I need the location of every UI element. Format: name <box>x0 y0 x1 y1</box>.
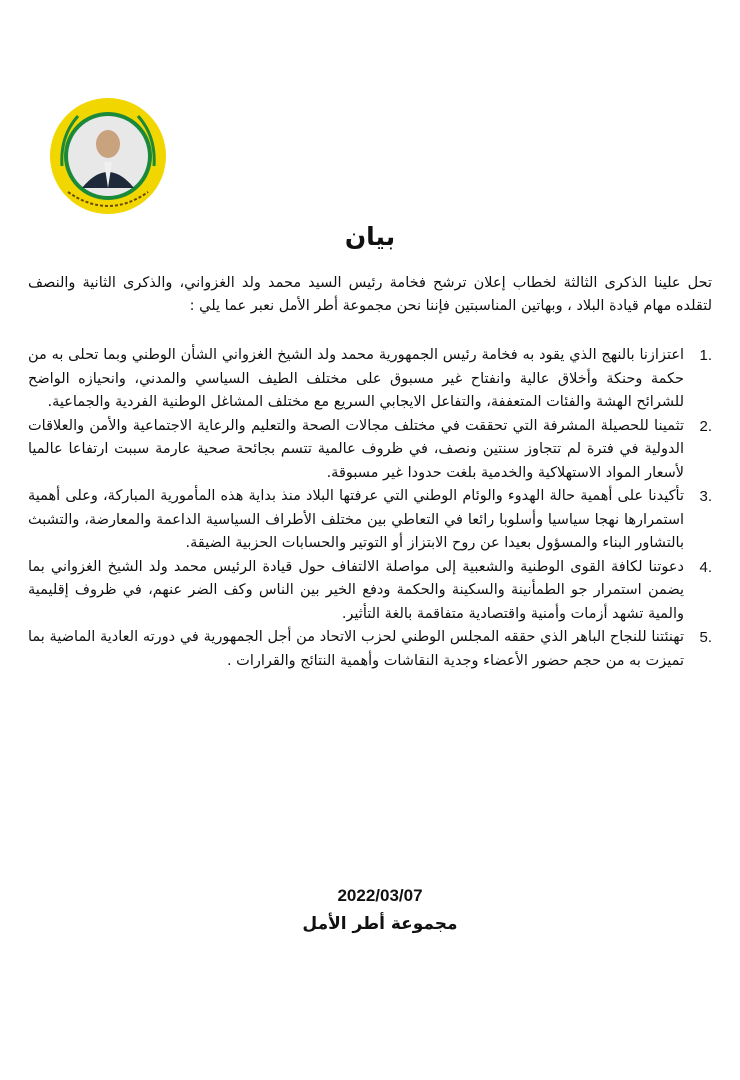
statement-list <box>28 344 712 673</box>
list-item <box>28 556 712 627</box>
item-text: دعوتنا لكافة القوى الوطنية والشعبية إلى مواصلة الالتفاف حول قيادة الرئيس محمد ولد الشيخ الغزواني بما يضمن استمرار جو الطمأنينة والسكينة والحكمة ودفع الخير بين الناس وكف الضر عنهم، في ظروف إقليمية والمية تشهد أزمات وأمنية واقتصادية متفاقمة بالغة التأثير. <box>28 558 684 622</box>
logo-emblem-icon <box>48 96 168 216</box>
statement-date: 2022/03/07 <box>337 886 423 905</box>
statement-title: بيان <box>344 222 396 251</box>
list-item <box>28 626 712 673</box>
signature: مجموعة أطر الأمل <box>302 914 458 934</box>
item-number: 5. <box>699 629 712 646</box>
list-item <box>28 485 712 556</box>
item-number: 2. <box>699 417 712 435</box>
item-number: 3. <box>699 488 712 505</box>
item-text: تهنئتنا للنجاح الباهر الذي حققه المجلس الوطني لحزب الاتحاد من أجل الجمهورية في دورته العادية الماضية بما تميزت به من حجم حضور الأعضاء وجدية النقاشات وأهمية النتائج والقرارات . <box>28 629 684 669</box>
item-text: اعتزازنا بالنهج الذي يقود به فخامة رئيس الجمهورية محمد ولد الشيخ الغزواني الشأن الوطني وبما تحلى به من حكمة وحنكة وأخلاق عالية وانفتاح غير مسبوق على مختلف الطيف السياسي والمدني، وانحيازه الواضح للشرائح الهشة والفئات المتعففة، والتفاعل الايجابي السريع مع مختلف المشاغل الوطنية الفردية والجماعية. <box>28 347 684 410</box>
group-logo <box>48 96 168 216</box>
intro-paragraph: تحل علينا الذكرى الثالثة لخطاب إعلان ترشح فخامة رئيس السيد محمد ولد الغزواني، والذكرى الثانية والنصف لتقلده مهام قيادة البلاد ، وبهاتين المناسبتين فإننا نحن مجموعة أطر الأمل نعبر عما يلي : <box>28 275 712 314</box>
item-text: تأكيدنا على أهمية حالة الهدوء والوئام الوطني التي عرفتها البلاد منذ بداية هذه المأمورية المباركة، وعلى أهمية استمرارها نهجا سياسيا وأسلوبا رائعا في التعاطي بين مختلف الأطراف السياسية الداعمة والمعارضة، والتشبث بالتشاور البناء والمسؤول بعيدا عن روح الابتزاز أو التوتير والحسابات الحزبية الضيقة. <box>28 488 684 551</box>
item-text: تثمينا للحصيلة المشرفة التي تحققت في مختلف مجالات الصحة والتعليم والرعاية الاجتماعية والأمن والعلاقات الدولية في فترة لم تتجاوز سنتين ونصف، في ظروف عالمية تتسم بجائحة صحية عارمة سببت ارتفاعا عالميا لأسعار المواد الاستهلاكية والخدمية بلغت حدودا غير مسبوقة. <box>28 417 684 481</box>
list-item <box>28 415 712 486</box>
item-number: 1. <box>699 347 712 364</box>
list-item <box>28 344 712 415</box>
item-number: 4. <box>699 558 712 576</box>
